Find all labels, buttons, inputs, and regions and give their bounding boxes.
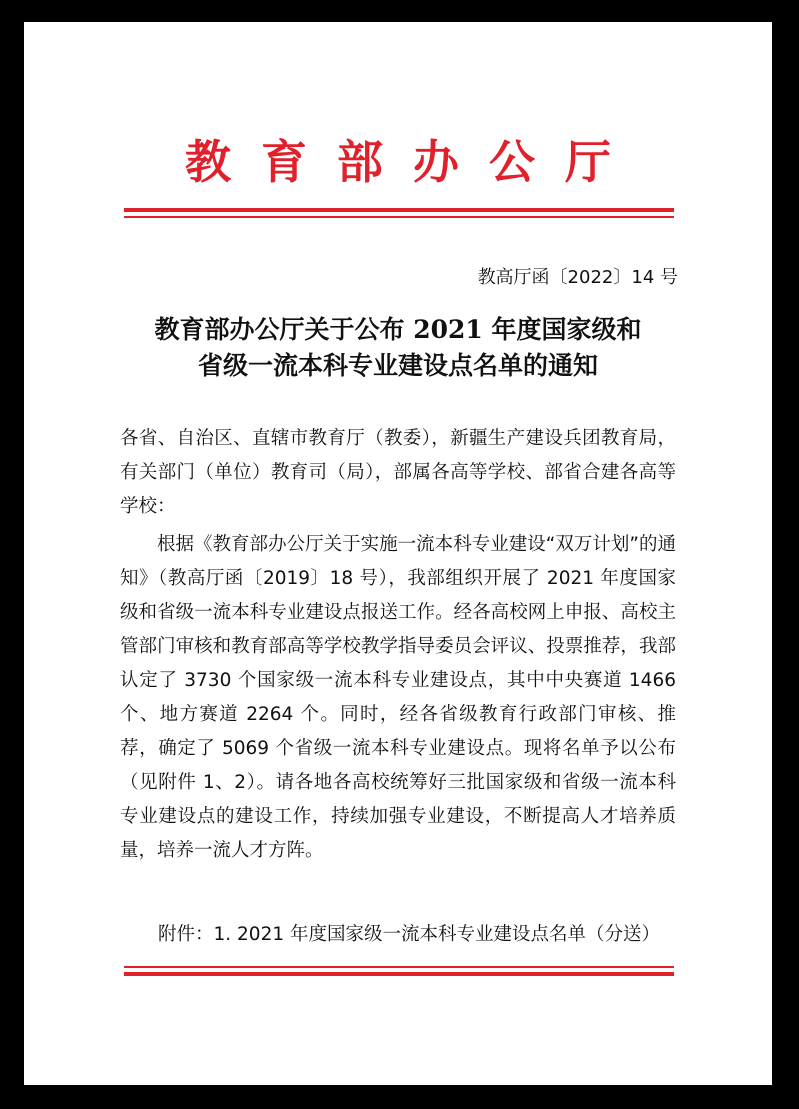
letterhead-title: 教育部办公厅 — [185, 135, 641, 189]
document-page — [24, 22, 772, 1085]
footer-rule-bottom — [124, 972, 674, 976]
letterhead-rule-top — [124, 208, 674, 212]
document-title-line-2: 省级一流本科专业建设点名单的通知 — [197, 351, 598, 380]
body-paragraph: 根据《教育部办公厅关于实施一流本科专业建设“双万计划”的通知》（教高厅函〔2019〕18 号），我部组织开展了 2021 年度国家级和省级一流本科专业建设点报送工作。经各高校网上申报、高校主管部门审核和教育部高等学校教学指导委员会评议、投票推荐，我部认定了 3730 个国家级一流本科专业建设点，其中中央赛道 1466 个、地方赛道 2264 个。同时，经各省级教育行政部门审核、推荐，确定了 5069 个省级一流本科专业建设点。现将名单予以公布（见附件 1、2）。请各地各高校统筹好三批国家级和省级一流本科专业建设点的建设工作，持续加强专业建设，不断提高人才培养质量，培养一流人才方阵。 — [120, 534, 676, 861]
addressee-paragraph: 各省、自治区、直辖市教育厅（教委），新疆生产建设兵团教育局，有关部门（单位）教育司（局），部属各高等学校、部省合建各高等学校： — [120, 428, 676, 517]
letterhead-rule-bottom — [124, 216, 674, 218]
document-number: 教高厅函〔2022〕14 号 — [477, 267, 678, 288]
footer-rule-top — [124, 966, 674, 968]
attachment-line: 附件：1. 2021 年度国家级一流本科专业建设点名单（分送） — [158, 924, 660, 945]
document-title-line-1: 教育部办公厅关于公布 2021 年度国家级和 — [154, 315, 642, 344]
document-title — [114, 312, 682, 384]
